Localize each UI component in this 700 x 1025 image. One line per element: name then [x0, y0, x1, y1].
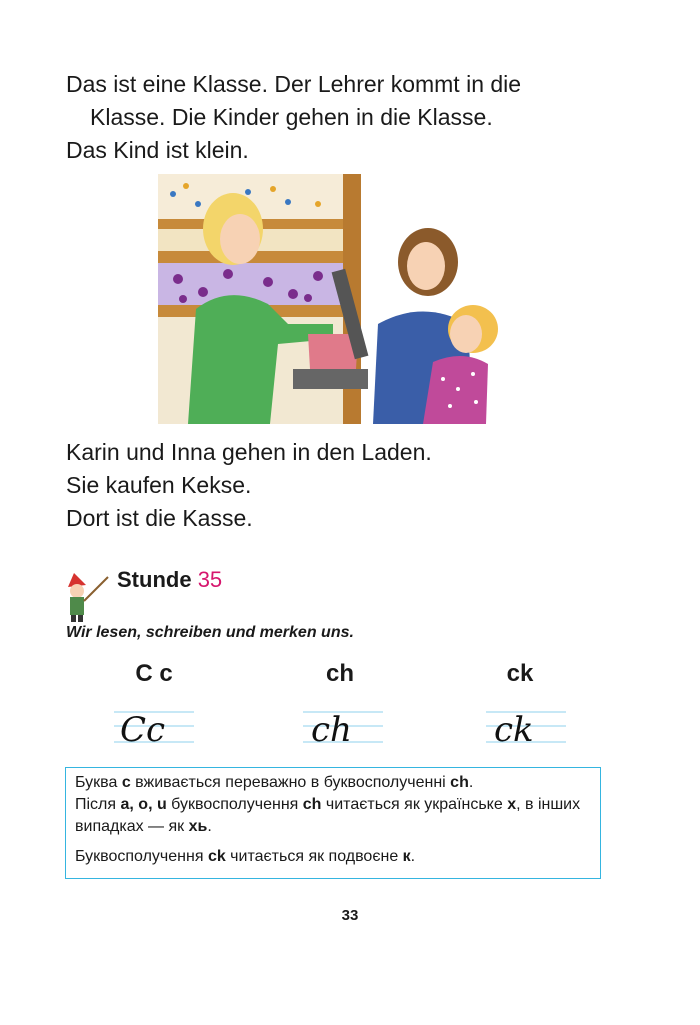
story-line-3: Dort ist die Kasse. [66, 505, 253, 531]
story-paragraph [66, 436, 432, 535]
lesson-label: Stunde [117, 567, 192, 592]
gnome-teacher-icon [62, 569, 112, 623]
lesson-heading [62, 563, 362, 623]
intro-line-3: Das Kind ist klein. [66, 137, 249, 163]
lesson-title [117, 567, 222, 593]
story-line-2: Sie kaufen Kekse. [66, 472, 252, 498]
rule-paragraph-1: Буква c вживається переважно в буквосполученні ch. [75, 774, 474, 791]
intro-line-1: Das ist eine Klasse. Der Lehrer kommt in die [66, 71, 522, 97]
script-c [114, 700, 194, 748]
script-ck-text: ck [494, 710, 534, 748]
rule-paragraph-2: Після a, o, u буквосполучення ch читається як українське х, в інших випадках — як хь. [75, 796, 581, 835]
letter-print-ck: ck [506, 660, 534, 687]
letter-print-c: C c [135, 660, 173, 687]
lesson-number: 35 [197, 567, 223, 592]
script-ch-text: ch [311, 710, 352, 748]
story-line-1: Karin und Inna gehen in den Laden. [66, 439, 432, 465]
script-ch [303, 700, 383, 748]
intro-paragraph [66, 68, 521, 167]
script-c-text: Cc [120, 710, 166, 748]
lesson-instruction: Wir lesen, schreiben und merken uns. [66, 624, 354, 641]
grammar-rule-box [65, 767, 601, 879]
rule-paragraph-3: Буквосполучення ck читається як подвоєне к. [75, 848, 416, 865]
letter-print-ch: ch [325, 660, 354, 687]
shop-illustration [158, 174, 508, 424]
script-ck [486, 700, 566, 748]
intro-line-2: Klasse. Die Kinder gehen in die Klasse. [90, 104, 493, 130]
page-number: 33 [341, 907, 359, 924]
